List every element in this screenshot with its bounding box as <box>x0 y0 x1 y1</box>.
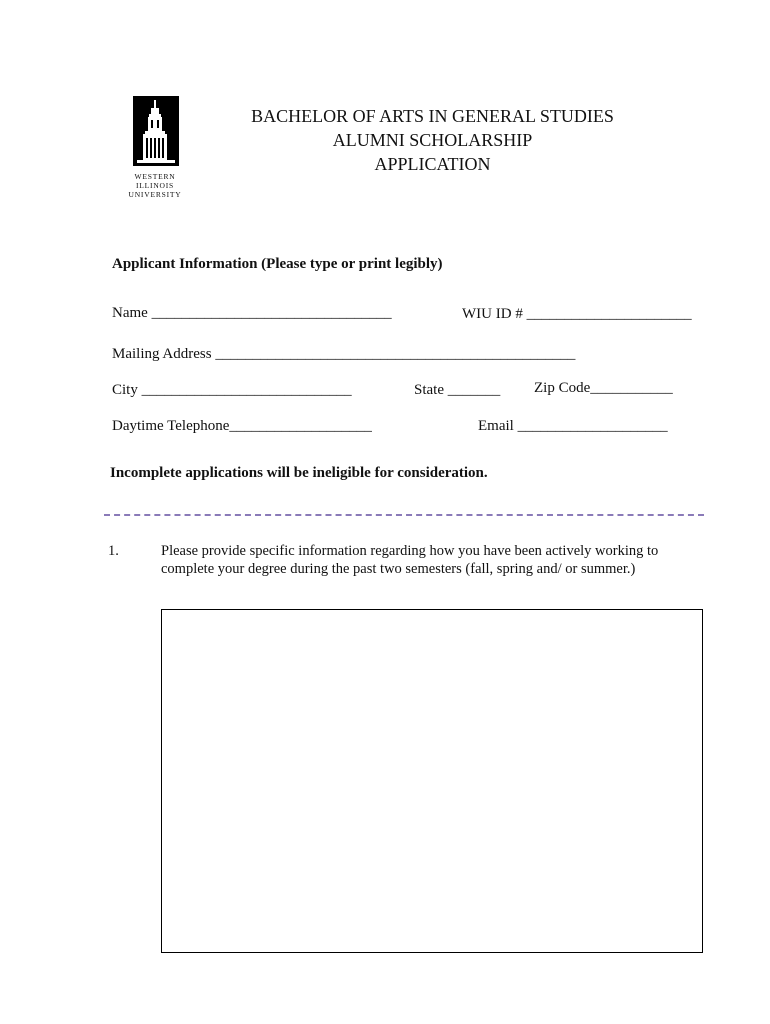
logo-line-1: WESTERN <box>134 172 176 181</box>
logo-line-2: ILLINOIS <box>135 181 175 190</box>
name-field[interactable]: Name ________________________________ <box>112 305 392 321</box>
title-line-1: BACHELOR OF ARTS IN GENERAL STUDIES <box>251 106 614 126</box>
question-1-answer-box[interactable] <box>161 609 703 953</box>
section-divider <box>104 514 704 516</box>
question-1-number: 1. <box>108 543 119 559</box>
incomplete-notice: Incomplete applications will be ineligible for consideration. <box>110 465 488 481</box>
tower-icon <box>133 96 179 166</box>
state-field[interactable]: State _______ <box>414 382 501 398</box>
wiu-id-field[interactable]: WIU ID # ______________________ <box>462 306 692 322</box>
daytime-telephone-field[interactable]: Daytime Telephone___________________ <box>112 418 372 434</box>
question-1-text: Please provide specific information regarding how you have been actively working to complete your degree during the past two semesters (fall, spring and/ or summer.) <box>161 543 659 577</box>
logo-line-3: UNIVERSITY <box>128 190 182 199</box>
mailing-address-field[interactable]: Mailing Address ________________________________________________ <box>112 346 576 362</box>
applicant-info-heading: Applicant Information (Please type or print legibly) <box>112 256 443 272</box>
wiu-logo <box>116 94 186 206</box>
zip-code-field[interactable]: Zip Code___________ <box>534 380 673 396</box>
title-line-3: APPLICATION <box>374 154 491 174</box>
city-field[interactable]: City ____________________________ <box>112 382 352 398</box>
title-line-2: ALUMNI SCHOLARSHIP <box>332 130 533 150</box>
email-field[interactable]: Email ____________________ <box>478 418 668 434</box>
